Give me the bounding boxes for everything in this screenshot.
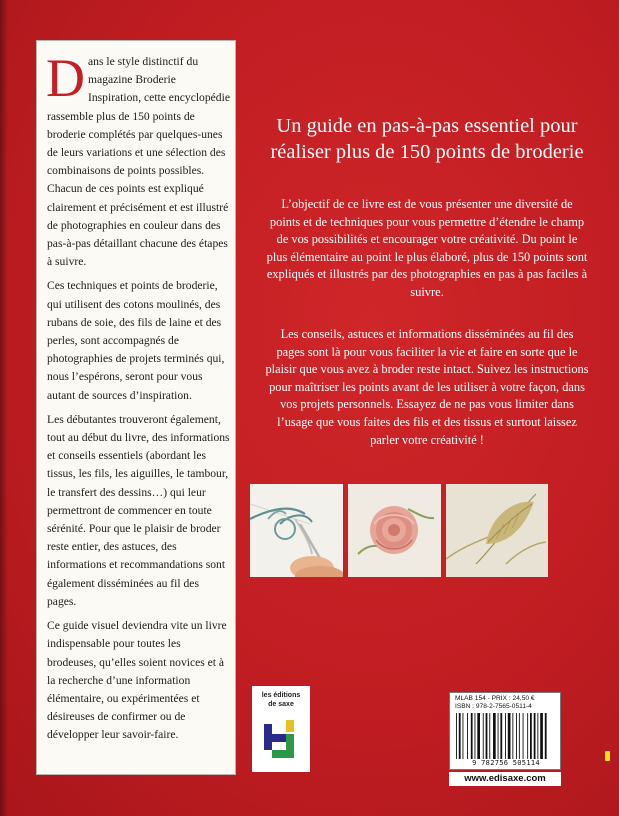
photo-needle-stitching: [250, 484, 343, 577]
spine-shadow: [0, 0, 8, 816]
barcode-bar: [459, 713, 461, 759]
barcode-bar: [519, 713, 520, 759]
photo-bead-rose: [348, 484, 441, 577]
barcode-bar: [516, 713, 517, 759]
barcode-bar: [471, 713, 473, 759]
barcode-bar: [475, 713, 476, 759]
barcode-bar: [486, 713, 488, 759]
barcode-image: [454, 713, 556, 759]
photo-leaf-stitch: [446, 484, 548, 577]
description-paragraph-1: [46, 48, 230, 271]
barcode-bar: [534, 713, 536, 759]
barcode-bar: [456, 713, 457, 759]
barcode-bar: [483, 713, 484, 759]
barcode-bar: [523, 713, 524, 759]
barcode-bar: [512, 713, 513, 759]
publisher-name-line-2: de saxe: [268, 701, 294, 708]
publisher-logo-mark: [264, 716, 300, 760]
barcode-bar: [540, 713, 543, 759]
barcode-block: [449, 692, 561, 770]
publisher-website: www.edisaxe.com: [449, 772, 561, 786]
description-paragraph-3: Les débutantes trouveront également, tout au début du livre, des informations et conseils essentiels (abordant les tissus, les fils, les aiguilles, le tambour, le transfert des dessins…) qui leur permettront de commencer en toute sérénité. Pour que le plaisir de broder reste entier, des astuces, des informations et recommandations sont également disséminées au fil des pages.: [47, 412, 230, 608]
barcode-bar: [467, 713, 468, 759]
description-paragraph-4: Ce guide visuel deviendra vite un livre indispensable pour toutes les brodeuses, qu’elles soient novices et à la recherche d’une information élémentaire, ou expérimentées et désireuses de confirmer ou de développer leur savoir-faire.: [47, 619, 227, 742]
barcode-bar: [527, 713, 528, 759]
paragraph-text: ans le style distinctif du magazine Broderie Inspiration, cette encyclopédie rassemble plus de 150 points de broderie complétés par quelques-unes de leurs variations et une sélection des combinaisons de points possibles. Chacun de ces points est expliqué clairement et précisément et est illustré de photographies en couleur dans des pas-à-pas détaillant chacune des étapes à suivre.: [47, 55, 230, 269]
barcode-bar: [537, 713, 538, 759]
barcode-bar: [463, 713, 464, 759]
publisher-name: [252, 691, 310, 709]
barcode-bar: [505, 713, 506, 759]
description-paragraph-2: Ces techniques et points de broderie, qui utilisent des cotons moulinés, des rubans de soie, des fils de laine et des perles, sont accompagnés de photographies de projets terminés qui, nous l’espérons, seront pour vous autant de sources d’inspiration.: [47, 279, 225, 402]
barcode-digits: 9 782756 505114: [472, 759, 540, 767]
publisher-name-line-1: les éditions: [261, 692, 301, 699]
publisher-logo: [252, 686, 310, 772]
body-paragraph-2: Les conseils, astuces et informations disséminées au fil des pages sont là pour vous faciliter la vie et faire en sorte que le plaisir que vous avez à broder reste intact. Suivez les instructions pour maîtriser les points avant de les utiliser à votre façon, dans vos projets personnels. Essayez de ne pas vous limiter dans l’usage que vous faites des fils et des tissus et surtout laissez parler votre créativité !: [265, 327, 589, 447]
barcode-bar: [508, 713, 511, 759]
price-text: MLAB 154 - PRIX : 24,50 €: [455, 695, 535, 702]
isbn-text: ISBN : 978-2-7565-0511-4: [455, 703, 532, 710]
barcode-bar: [489, 713, 490, 759]
body-paragraph-1: L’objectif de ce livre est de vous présenter une diversité de points et de techniques pour vous permettre d’étendre le champ de vos possibilités et encourager votre créativité. Du point le plus élémentaire au point le plus élaboré, plus de 150 points sont expliqués et illustrés par des photographies en pas à pas faciles à suivre.: [266, 197, 588, 299]
barcode-bar: [493, 713, 496, 759]
barcode-bar: [498, 713, 499, 759]
description-text: [46, 48, 230, 751]
barcode-bar: [500, 713, 502, 759]
barcode-bar: [545, 713, 547, 759]
dropcap-letter: D: [46, 48, 85, 108]
barcode-bar: [530, 713, 532, 759]
description-panel: [36, 40, 236, 775]
barcode-bar: [477, 713, 480, 759]
yellow-marker: [605, 751, 610, 761]
cover-headline: Un guide en pas-à-pas essentiel pour réaliser plus de 150 points de broderie: [270, 115, 584, 163]
